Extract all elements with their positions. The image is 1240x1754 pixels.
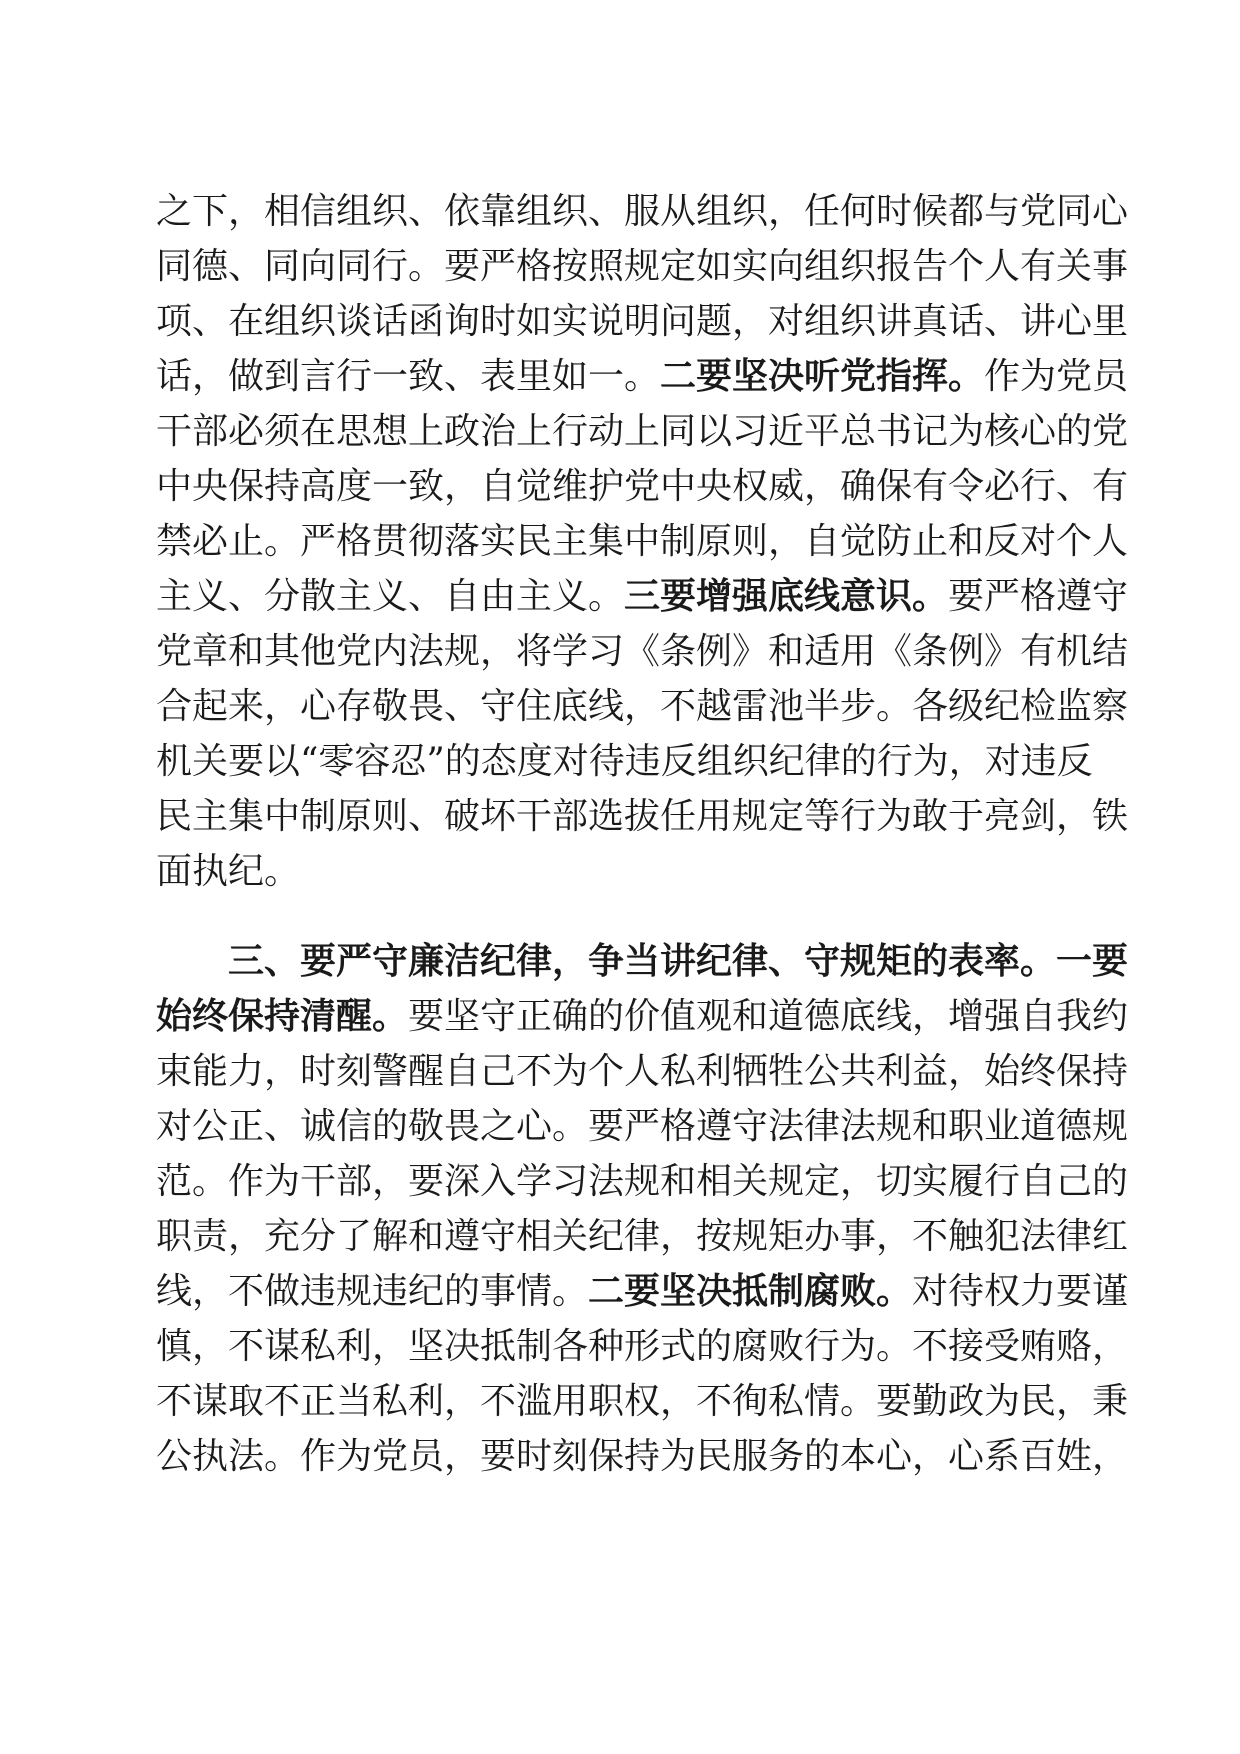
text-run: 线，不做违规违纪的事情。 [156,1271,589,1312]
text-line: 束能力，时刻警醒自己不为个人私利牺牲公共利益，始终保持 [156,1051,1129,1092]
text-line: 中央保持高度一致，自觉维护党中央权威，确保有令必行、有 [156,466,1129,507]
text-line [156,1264,1129,1319]
text-line: 民主集中制原则、破坏干部选拔任用规定等行为敢于亮剑，铁 [156,796,1129,837]
text-run: 要坚守正确的价值观和道德底线，增强自我约 [408,996,1129,1037]
text-run: 话，做到言行一致、表里如一。 [156,356,661,397]
text-line: 不谋取不正当私利，不滥用职权，不徇私情。要勤政为民，秉 [156,1381,1129,1422]
text-line: 合起来，心存敬畏、守住底线，不越雷池半步。各级纪检监察 [156,686,1129,727]
text-run: 对待权力要谨 [912,1271,1129,1312]
paragraph-organizational-discipline [156,184,1129,899]
text-run: 作为党员 [984,356,1129,397]
text-line [156,569,1129,624]
text-line: 公执法。作为党员，要时刻保持为民服务的本心，心系百姓， [156,1436,1129,1477]
text-line: 同德、同向同行。要严格按照规定如实向组织报告个人有关事 [156,246,1129,287]
text-line: 项、在组织谈话函询时如实说明问题，对组织讲真话、讲心里 [156,301,1129,342]
text-line: 之下，相信组织、依靠组织、服从组织，任何时候都与党同心 [156,191,1129,232]
text-line: 禁必止。严格贯彻落实民主集中制原则，自觉防止和反对个人 [156,521,1129,562]
text-line: 慎，不谋私利，坚决抵制各种形式的腐败行为。不接受贿赂， [156,1326,1129,1367]
text-run: 要严格遵守 [948,576,1129,617]
text-line [156,349,1129,404]
text-line: 机关要以“零容忍”的态度对待违反组织纪律的行为，对违反 [156,741,1093,782]
bold-heading: 二要坚决听党指挥。 [660,355,985,397]
paragraph-integrity-discipline [156,934,1129,1484]
section-heading: 三、要严守廉洁纪律，争当讲纪律、守规矩的表率。一要 [228,940,1129,982]
text-line: 范。作为干部，要深入学习法规和相关规定，切实履行自己的 [156,1161,1129,1202]
text-run: 主义、分散主义、自由主义。 [156,576,625,617]
bold-heading: 二要坚决抵制腐败。 [588,1270,913,1312]
text-line: 对公正、诚信的敬畏之心。要严格遵守法律法规和职业道德规 [156,1106,1129,1147]
text-line: 面执纪。 [156,851,301,892]
text-line: 干部必须在思想上政治上行动上同以习近平总书记为核心的党 [156,411,1129,452]
text-line [156,989,1129,1044]
bold-heading: 始终保持清醒。 [156,995,409,1037]
text-line: 职责，充分了解和遵守相关纪律，按规矩办事，不触犯法律红 [156,1216,1129,1257]
bold-heading: 三要增强底线意识。 [624,575,949,617]
text-line: 党章和其他党内法规，将学习《条例》和适用《条例》有机结 [156,631,1129,672]
